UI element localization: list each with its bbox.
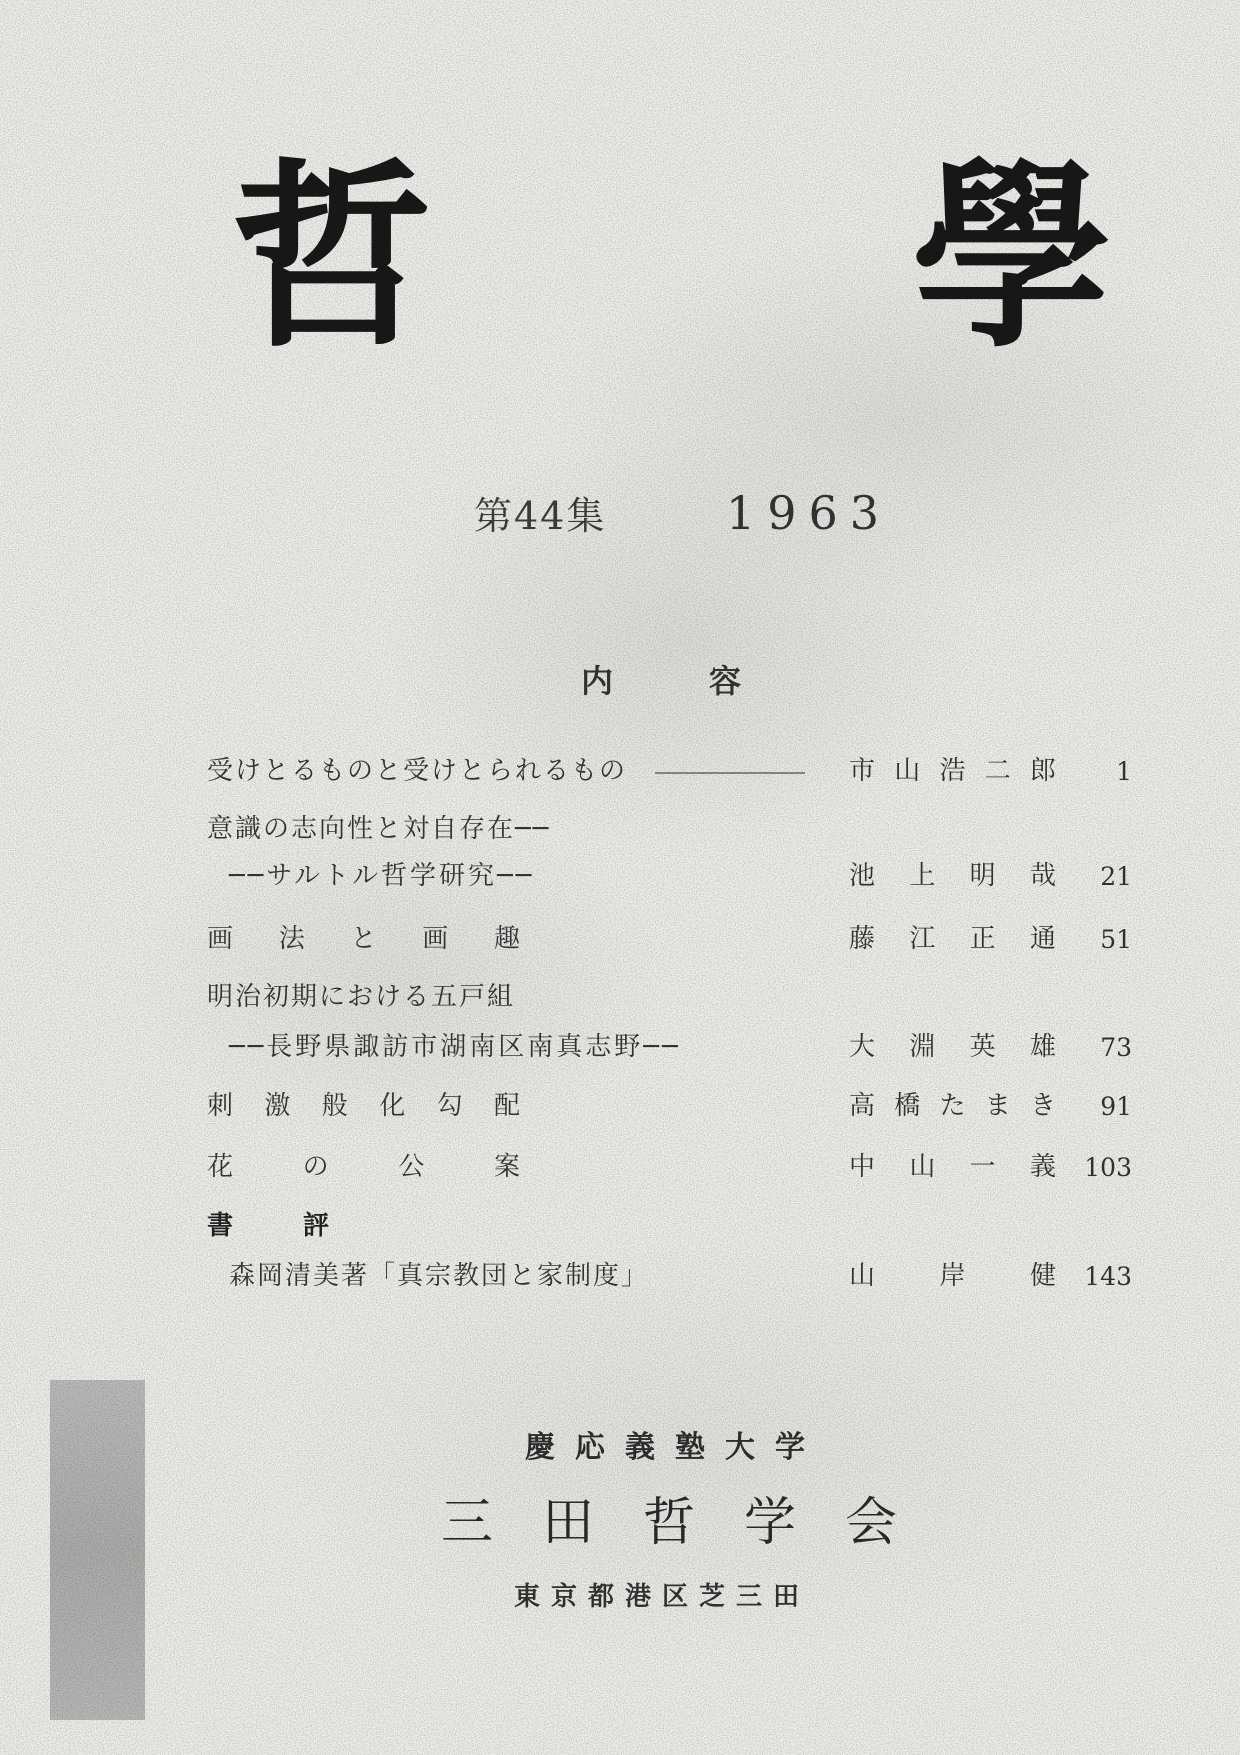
scan-edge-shadow	[50, 1380, 145, 1720]
toc-entry-title: 花の公案	[207, 1152, 520, 1182]
toc-entry-subtitle: ──長野県諏訪市湖南区南真志野──	[229, 1032, 681, 1062]
toc-entry-page: 73	[1100, 1033, 1132, 1062]
toc-entry-title: 明治初期における五戸組	[207, 982, 516, 1012]
contents-heading: 内容	[581, 662, 838, 700]
toc-entry-author: 高橋たまき	[849, 1091, 1056, 1121]
toc-entry-title: 受けとるものと受けとられるもの	[207, 756, 628, 786]
publisher-society: 三田哲学会	[441, 1493, 947, 1553]
review-entry-title: 森岡清美著「真宗教団と家制度」	[229, 1261, 650, 1291]
toc-entry-title: 意識の志向性と対自存在──	[207, 814, 551, 844]
toc-entry-page: 1	[1116, 757, 1132, 786]
toc-entry-author: 池上明哉	[849, 861, 1056, 891]
review-entry-page: 143	[1084, 1262, 1132, 1291]
toc-entry-title: 画法と画趣	[207, 924, 520, 954]
issue-year: 1963	[726, 486, 892, 540]
publisher-address: 東京都港区芝三田	[514, 1582, 811, 1612]
journal-title-char-right: 學	[912, 140, 1113, 375]
review-entry-author: 山岸健	[849, 1261, 1056, 1291]
toc-entry-page: 51	[1100, 925, 1132, 954]
toc-entry-page: 21	[1100, 862, 1132, 891]
toc-entry-subtitle: ──サルトル哲学研究──	[229, 861, 535, 891]
toc-entry-title: 刺激般化勾配	[207, 1091, 520, 1121]
toc-entry-page: 91	[1100, 1092, 1132, 1121]
toc-entry-author: 藤江正通	[849, 924, 1056, 954]
review-section-heading: 書評	[207, 1211, 329, 1241]
publisher-university: 慶応義塾大学	[525, 1430, 825, 1465]
toc-leader-line	[655, 772, 805, 774]
toc-entry-author: 大淵英雄	[849, 1032, 1056, 1062]
journal-title-char-left: 哲	[232, 140, 433, 375]
issue-number: 第44集	[474, 494, 607, 538]
toc-entry-author: 市山浩二郎	[849, 756, 1056, 786]
toc-entry-page: 103	[1084, 1153, 1132, 1182]
toc-entry-author: 中山一義	[849, 1152, 1056, 1182]
